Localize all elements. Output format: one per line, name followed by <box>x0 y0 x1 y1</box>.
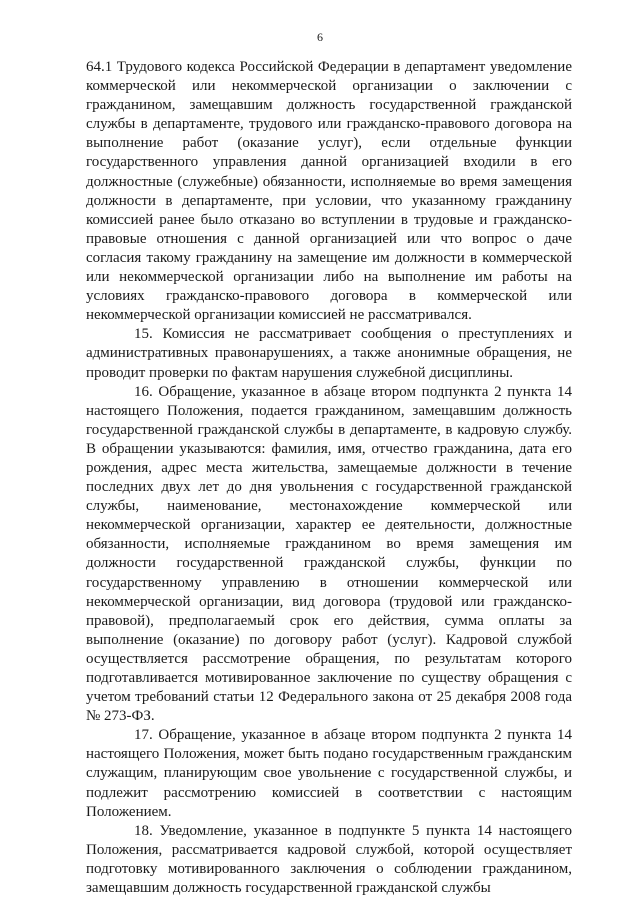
paragraph-continuation: 64.1 Трудового кодекса Российской Федерации в департамент уведомление коммерческой или некоммерческой организации о заключении с гражданином, замещавшим должность государственной гражданской службы в департаменте, трудового или гражданско-правового договора на выполнение работ (оказание услуг), если отдельные функции государственного управления данной организацией входили в его должностные (служебные) обязанности, исполняемые во время замещения должности в департаменте, при условии, что указанному гражданину комиссией ранее было отказано во вступлении в трудовые и гражданско-правовые отношения с данной организацией или что вопрос о даче согласия такому гражданину на замещение им должности в коммерческой или некоммерческой организации либо на выполнение им работы на условиях гражданско-правового договора в коммерческой или некоммерческой организации комиссией не рассматривался. <box>86 59 572 324</box>
paragraph-17: 17. Обращение, указанное в абзаце втором подпункта 2 пункта 14 настоящего Положения, может быть подано государственным гражданским служащим, планирующим свое увольнение с государственной службы, и подлежит рассмотрению комиссией в соответствии с настоящим Положением. <box>86 727 572 820</box>
document-body <box>86 58 572 898</box>
paragraph-18: 18. Уведомление, указанное в подпункте 5 пункта 14 настоящего Положения, рассматривается кадровой службой, которой осуществляет подготовку мотивированного заключения о соблюдении гражданином, замещавшим должность государственной гражданской службы <box>86 822 572 897</box>
page-number: 6 <box>317 30 323 44</box>
paragraph-16: 16. Обращение, указанное в абзаце втором подпункта 2 пункта 14 настоящего Положения, подается гражданином, замещавшим должность государственной гражданской службы в департаменте, в кадровую службу. В обращении указываются: фамилия, имя, отчество гражданина, дата его рождения, адрес места жительства, замещаемые должности в течение последних двух лет до дня увольнения с государственной гражданской службы, наименование, местонахождение коммерческой или некоммерческой организации, характер ее деятельности, должностные обязанности, исполняемые гражданином во время замещения им должности государственной гражданской службы, функции по государственному управлению в отношении коммерческой или некоммерческой организации, вид договора (трудовой или гражданско-правовой), предполагаемый срок его действия, сумма оплаты за выполнение (оказание) по договору работ (услуг). Кадровой службой осуществляется рассмотрение обращения, по результатам которого подготавливается мотивированное заключение по существу обращения с учетом требований статьи 12 Федерального закона от 25 декабря 2008 года № 273-ФЗ. <box>86 383 572 725</box>
paragraph-15: 15. Комиссия не рассматривает сообщения о преступлениях и административных правонарушениях, а также анонимные обращения, не проводит проверки по фактам нарушения служебной дисциплины. <box>86 326 572 381</box>
